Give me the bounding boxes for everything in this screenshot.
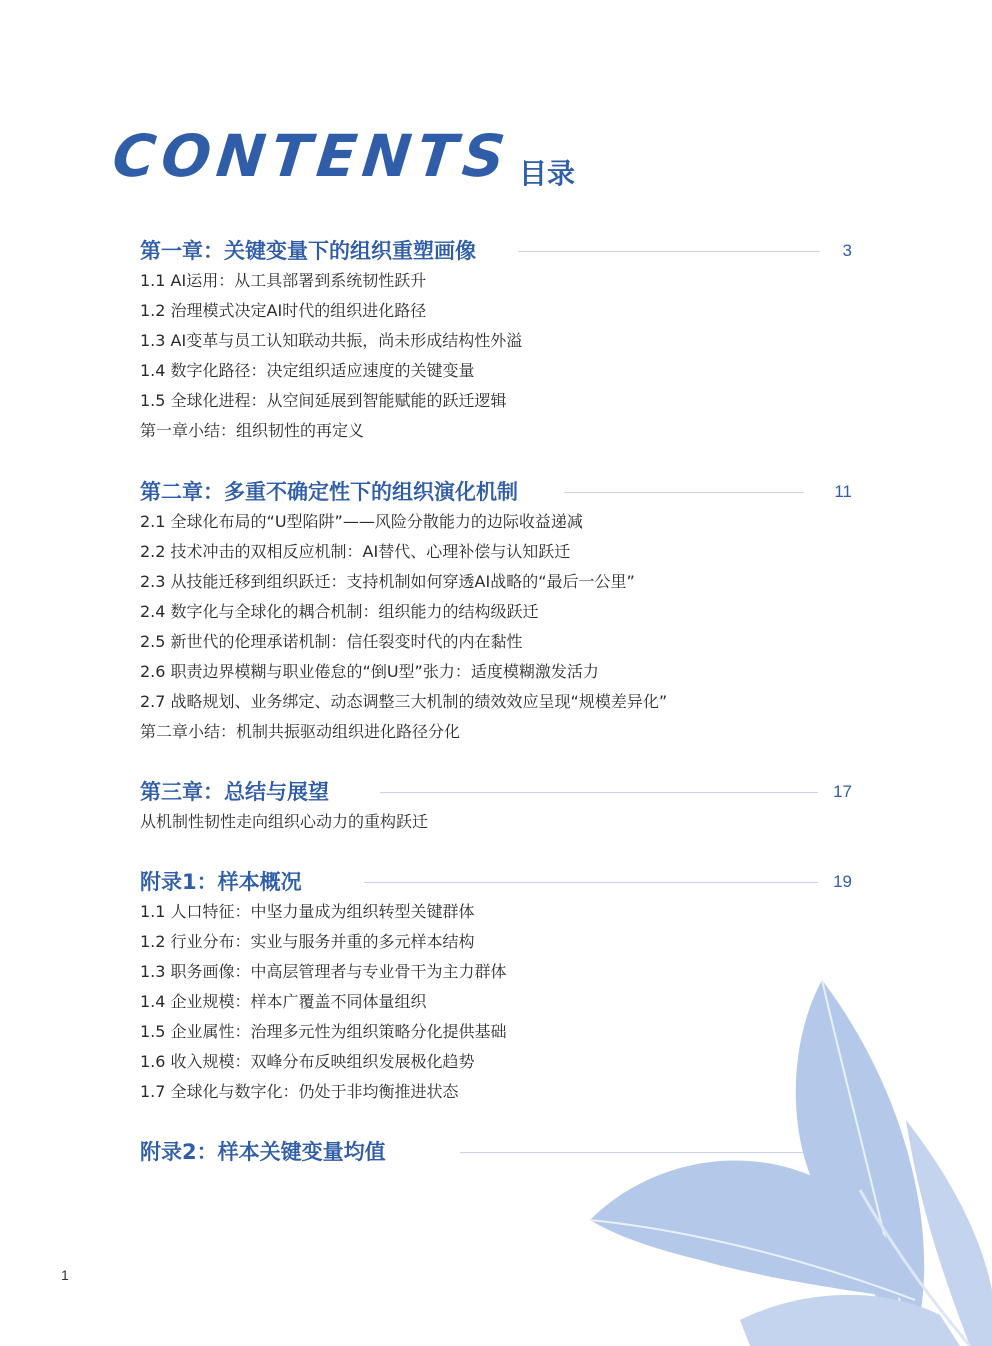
chapter-title[interactable]: 第三章：总结与展望	[140, 780, 329, 804]
toc-chapter-2	[140, 477, 852, 747]
toc-item[interactable]: 1.3 AI变革与员工认知联动共振，尚未形成结构性外溢	[140, 331, 523, 350]
chapter-page-number: 19	[833, 872, 852, 891]
toc-item[interactable]: 1.5 全球化进程：从空间延展到智能赋能的跃迁逻辑	[140, 391, 507, 410]
toc-item[interactable]: 2.5 新世代的伦理承诺机制：信任裂变时代的内在黏性	[140, 632, 523, 651]
toc-chapter-3	[140, 777, 852, 837]
chapter-heading[interactable]	[140, 867, 852, 897]
toc-item[interactable]: 1.2 行业分布：实业与服务并重的多元样本结构	[140, 932, 475, 951]
toc-item[interactable]: 第二章小结：机制共振驱动组织进化路径分化	[140, 722, 461, 741]
chapter-page-number: 3	[842, 241, 852, 260]
toc-item[interactable]: 1.5 企业属性：治理多元性为组织策略分化提供基础	[140, 1022, 507, 1041]
toc-item[interactable]: 2.2 技术冲击的双相反应机制：AI替代、心理补偿与认知跃迁	[140, 542, 571, 561]
toc-item[interactable]: 2.1 全球化布局的“U型陷阱”——风险分散能力的边际收益递减	[140, 512, 583, 531]
toc-item[interactable]: 2.6 职责边界模糊与职业倦怠的“倒U型”张力：适度模糊激发活力	[140, 662, 599, 681]
chapter-heading[interactable]	[140, 777, 852, 807]
toc-item[interactable]: 1.1 AI运用：从工具部署到系统韧性跃升	[140, 271, 427, 290]
toc-item[interactable]: 1.7 全球化与数字化：仍处于非均衡推进状态	[140, 1082, 459, 1101]
contents-title-en: CONTENTS	[109, 122, 515, 190]
chapter-divider	[518, 251, 820, 252]
chapter-heading[interactable]	[140, 477, 852, 507]
decorative-leaves	[560, 960, 992, 1346]
chapter-divider	[564, 492, 804, 493]
toc-item[interactable]: 2.7 战略规划、业务绑定、动态调整三大机制的绩效效应呈现“规模差异化”	[140, 692, 668, 711]
chapter-divider	[364, 882, 818, 883]
chapter-heading[interactable]	[140, 236, 852, 266]
chapter-divider	[380, 792, 818, 793]
toc-item[interactable]: 1.4 企业规模：样本广覆盖不同体量组织	[140, 992, 427, 1011]
chapter-title[interactable]: 第二章：多重不确定性下的组织演化机制	[140, 480, 518, 504]
chapter-page-number: 11	[834, 482, 852, 501]
page-number: 1	[61, 1267, 69, 1283]
toc-item[interactable]: 1.2 治理模式决定AI时代的组织进化路径	[140, 301, 427, 320]
chapter-title[interactable]: 附录1：样本概况	[140, 870, 302, 894]
toc-item[interactable]: 2.3 从技能迁移到组织跃迁：支持机制如何穿透AI战略的“最后一公里”	[140, 572, 635, 591]
chapter-title[interactable]: 第一章：关键变量下的组织重塑画像	[140, 239, 476, 263]
toc-item[interactable]: 2.4 数字化与全球化的耦合机制：组织能力的结构级跃迁	[140, 602, 539, 621]
toc-item[interactable]: 1.6 收入规模：双峰分布反映组织发展极化趋势	[140, 1052, 475, 1071]
chapter-items	[140, 507, 852, 747]
toc-item[interactable]: 1.1 人口特征：中坚力量成为组织转型关键群体	[140, 902, 475, 921]
chapter-items	[140, 266, 852, 446]
chapter-page-number: 17	[833, 782, 852, 801]
toc-item[interactable]: 从机制性韧性走向组织心动力的重构跃迁	[140, 812, 429, 831]
toc-item[interactable]: 第一章小结：组织韧性的再定义	[140, 421, 365, 440]
toc-chapter-1	[140, 236, 852, 446]
toc-item[interactable]: 1.4 数字化路径：决定组织适应速度的关键变量	[140, 361, 475, 380]
toc-item[interactable]: 1.3 职务画像：中高层管理者与专业骨干为主力群体	[140, 962, 507, 981]
chapter-items	[140, 807, 852, 837]
chapter-title[interactable]: 附录2：样本关键变量均值	[140, 1140, 386, 1164]
contents-title-zh: 目录	[519, 157, 576, 190]
